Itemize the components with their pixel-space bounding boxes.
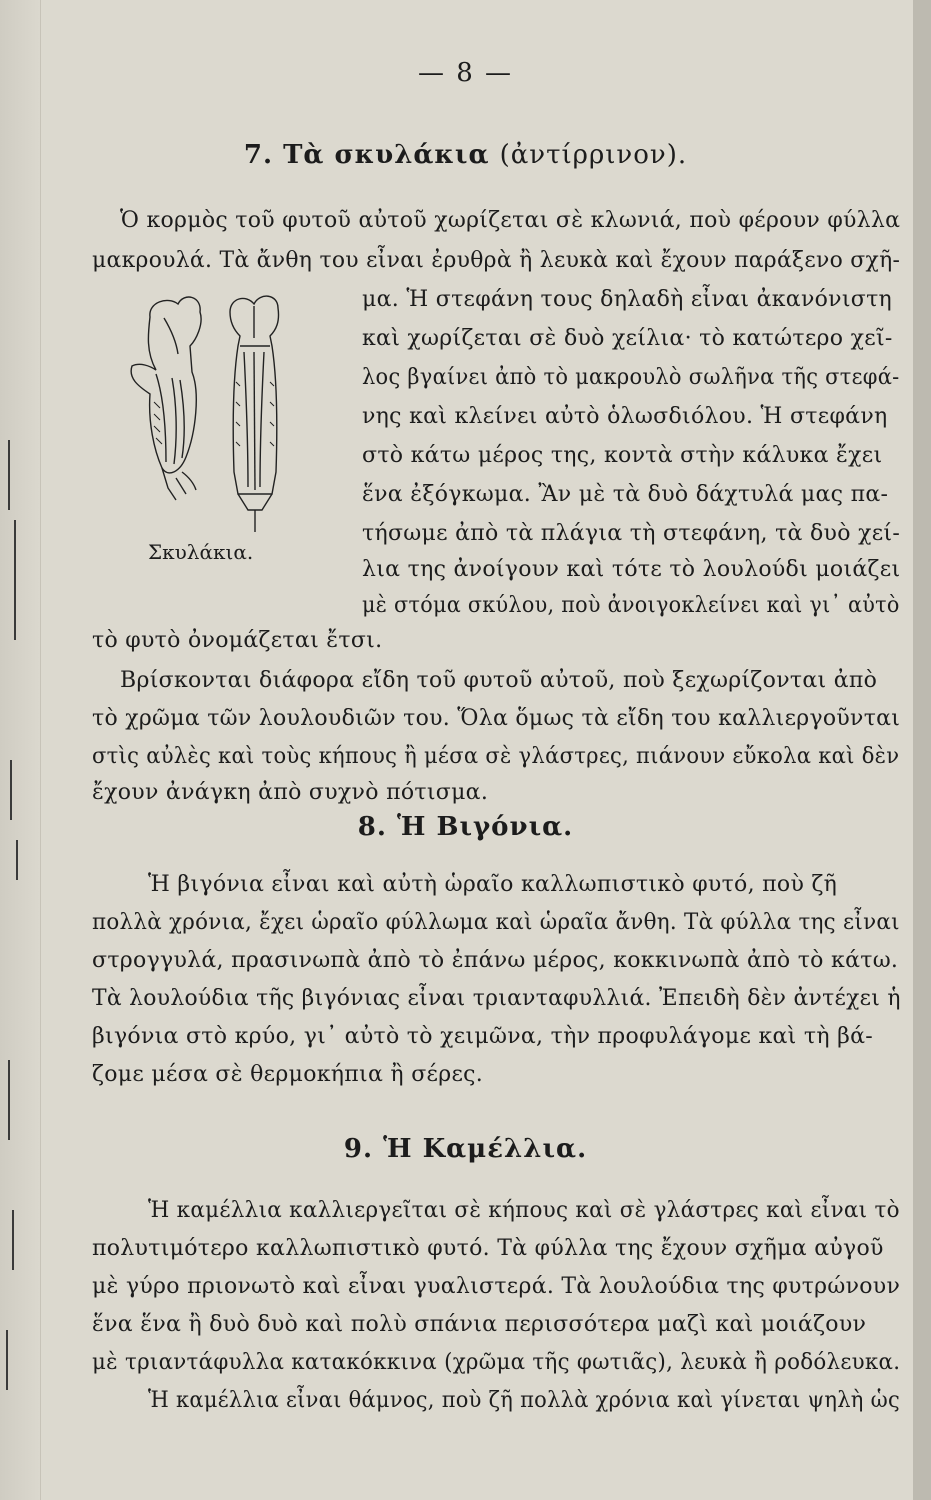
text-line: ζομε μέσα σὲ θερμοκήπια ἢ σέρες. bbox=[92, 1062, 484, 1087]
section-heading-subtitle: (ἀντίρρινον). bbox=[499, 140, 688, 170]
text-line: στὸ κάτω μέρος της, κοντὰ στὴν κάλυκα ἔχει bbox=[362, 443, 883, 468]
text-line: ἕνα ἐξόγκωμα. Ἂν μὲ τὰ δυὸ δάχτυλά μας πα- bbox=[362, 482, 889, 507]
text-line: νης καὶ κλείνει αὐτὸ ὁλωσδιόλου. Ἡ στεφάνη bbox=[362, 404, 888, 429]
text-line: Βρίσκονται διάφορα εἴδη τοῦ φυτοῦ αὐτοῦ, ποὺ ξεχωρίζονται ἀπὸ bbox=[120, 668, 878, 693]
section-heading-camellia: 9. Ἡ Καμέλλια. bbox=[343, 1134, 588, 1164]
text-line: ἔχουν ἀνάγκη ἀπὸ συχνὸ πότισμα. bbox=[92, 780, 489, 805]
text-line: τὸ χρῶμα τῶν λουλουδιῶν του. Ὅλα ὅμως τὰ εἴδη του καλλιεργοῦνται bbox=[92, 706, 901, 731]
section-heading-begonia: 8. Ἡ Βιγόνια. bbox=[357, 812, 574, 842]
text-line: στὶς αὐλὲς καὶ τοὺς κήπους ἢ μέσα σὲ γλάστρες, πιάνουν εὔκολα καὶ δὲν bbox=[92, 744, 900, 769]
text-line: Ἡ καμέλλια καλλιεργεῖται σὲ κήπους καὶ σὲ γλάστρες καὶ εἶναι τὸ bbox=[148, 1198, 900, 1223]
figure-caption: Σκυλάκια. bbox=[148, 540, 254, 564]
section-heading-snapdragon bbox=[0, 140, 931, 170]
text-line: πολυτιμότερο καλλωπιστικὸ φυτό. Τὰ φύλλα της ἔχουν σχῆμα αὐγοῦ bbox=[92, 1236, 884, 1261]
section-heading-title: 7. Τὰ σκυλάκια bbox=[243, 140, 490, 170]
text-line: πολλὰ χρόνια, ἔχει ὡραῖο φύλλωμα καὶ ὡραῖα ἄνθη. Τὰ φύλλα της εἶναι bbox=[92, 910, 900, 935]
text-line: Ἡ καμέλλια εἶναι θάμνος, ποὺ ζῆ πολλὰ χρόνια καὶ γίνεται ψηλὴ ὡς bbox=[148, 1388, 901, 1413]
snapdragon-illustration bbox=[120, 282, 320, 542]
text-line: τήσωμε ἀπὸ τὰ πλάγια τὴ στεφάνη, τὰ δυὸ χεί- bbox=[362, 521, 901, 546]
page-edge bbox=[913, 0, 931, 1500]
text-line: τὸ φυτὸ ὀνομάζεται ἔτσι. bbox=[92, 628, 383, 653]
text-line: βιγόνια στὸ κρύο, γι᾽ αὐτὸ τὸ χειμῶνα, τὴν προφυλάγομε καὶ τὴ βά- bbox=[92, 1024, 874, 1049]
page-binding bbox=[0, 0, 41, 1500]
text-line: μὲ τριαντάφυλλα κατακόκκινα (χρῶμα τῆς φωτιᾶς), λευκὰ ἢ ροδόλευκα. bbox=[92, 1350, 901, 1375]
text-line: ἕνα ἕνα ἢ δυὸ δυὸ καὶ πολὺ σπάνια περισσότερα μαζὶ καὶ μοιάζουν bbox=[92, 1312, 867, 1337]
text-line: Τὰ λουλούδια τῆς βιγόνιας εἶναι τριανταφυλλιά. Ἐπειδὴ δὲν ἀντέχει ἡ bbox=[92, 986, 901, 1011]
page-number: — 8 — bbox=[417, 58, 514, 88]
text-line: λια της ἀνοίγουν καὶ τότε τὸ λουλούδι μοιάζει bbox=[362, 557, 901, 582]
text-line: μακρουλά. Τὰ ἄνθη του εἶναι ἐρυθρὰ ἢ λευκὰ καὶ ἔχουν παράξενο σχῆ- bbox=[92, 248, 901, 273]
text-line: μα. Ἡ στεφάνη τους δηλαδὴ εἶναι ἀκανόνιστη bbox=[362, 287, 893, 312]
text-line: λος βγαίνει ἀπὸ τὸ μακρουλὸ σωλῆνα τῆς στεφά- bbox=[362, 365, 900, 390]
text-line: Ὁ κορμὸς τοῦ φυτοῦ αὐτοῦ χωρίζεται σὲ κλωνιά, ποὺ φέρουν φύλλα bbox=[120, 208, 901, 233]
text-line: καὶ χωρίζεται σὲ δυὸ χείλια· τὸ κατώτερο χεῖ- bbox=[362, 326, 893, 351]
text-line: μὲ στόμα σκύλου, ποὺ ἀνοιγοκλείνει καὶ γι᾽ αὐτὸ bbox=[362, 593, 900, 618]
text-line: Ἡ βιγόνια εἶναι καὶ αὐτὴ ὡραῖο καλλωπιστικὸ φυτό, ποὺ ζῆ bbox=[148, 872, 838, 897]
text-line: στρογγυλά, πρασινωπὰ ἀπὸ τὸ ἐπάνω μέρος, κοκκινωπὰ ἀπὸ τὸ κάτω. bbox=[92, 948, 899, 973]
text-line: μὲ γύρο πριονωτὸ καὶ εἶναι γυαλιστερά. Τὰ λουλούδια της φυτρώνουν bbox=[92, 1274, 901, 1299]
